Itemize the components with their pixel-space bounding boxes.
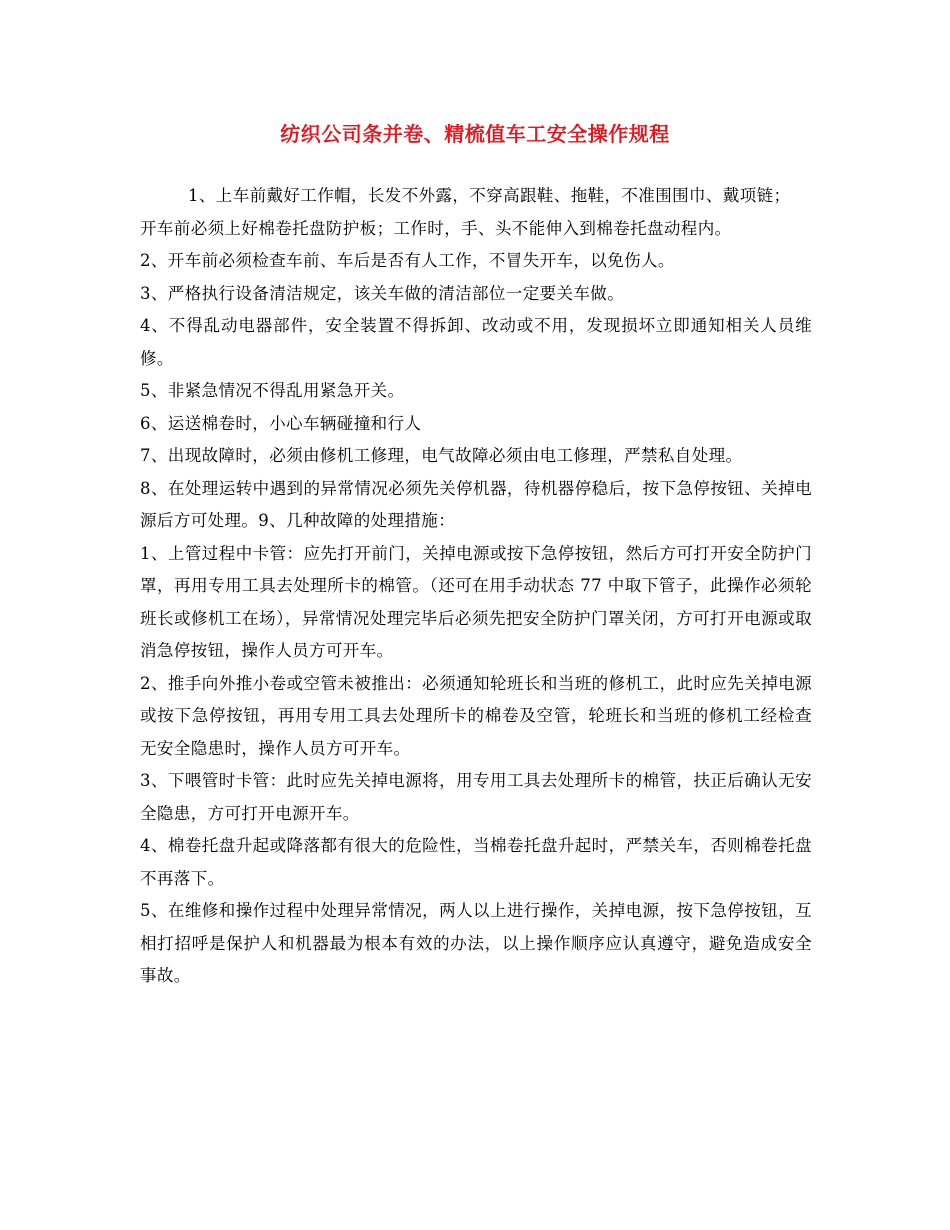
- paragraph-fault-1: 1、上管过程中卡管：应先打开前门，关掉电源或按下急停按钮，然后方可打开安全防护门罩，再用专用工具去处理所卡的棉管。（还可在用手动状态 77 中取下管子，此操作必须轮班长或修机工在场），异常情况处理完毕后必须先把安全防护门罩关闭，方可打开电源或取消急停按钮，操作人员方可开车。: [140, 543, 812, 660]
- paragraph-rule-1-cont: 开车前必须上好棉卷托盘防护板；工作时，手、头不能伸入到棉卷托盘动程内。: [140, 218, 732, 238]
- paragraph-rule-1: 1、上车前戴好工作帽，长发不外露，不穿高跟鞋、拖鞋，不准围围巾、戴项链；: [188, 186, 791, 205]
- paragraph-rule-6: 6、运送棉卷时，小心车辆碰撞和行人: [140, 413, 422, 433]
- paragraph-rule-7: 7、出现故障时，必须由修机工修理，电气故障必须由电工修理，严禁私自处理。: [140, 446, 743, 465]
- paragraph-fault-3: 3、下喂管时卡管：此时应先关掉电源将，用专用工具去处理所卡的棉管，扶正后确认无安全隐患，方可打开电源开车。: [140, 771, 812, 823]
- paragraph-rule-4: 4、不得乱动电器部件，安全装置不得拆卸、改动或不用，发现损坏立即通知相关人员维修。: [140, 316, 812, 368]
- paragraph-fault-5: 5、在维修和操作过程中处理异常情况，两人以上进行操作，关掉电源，按下急停按钮，互相打招呼是保护人和机器最为根本有效的办法，以上操作顺序应认真遵守，避免造成安全事故。: [140, 901, 812, 985]
- paragraph-fault-2: 2、推手向外推小卷或空管未被推出：必须通知轮班长和当班的修机工，此时应先关掉电源或按下急停按钮，再用专用工具去处理所卡的棉卷及空管，轮班长和当班的修机工经检查无安全隐患时，操作人员方可开车。: [140, 673, 812, 758]
- paragraph-rule-8-9: 8、在处理运转中遇到的异常情况必须先关停机器，待机器停稳后，按下急停按钮、关掉电源后方可处理。9、几种故障的处理措施：: [140, 478, 812, 530]
- document-body: [140, 180, 812, 993]
- paragraph-rule-5: 5、非紧急情况不得乱用紧急开关。: [140, 381, 405, 400]
- paragraph-rule-3: 3、严格执行设备清洁规定，该关车做的清洁部位一定要关车做。: [140, 283, 625, 303]
- document-title: 纺织公司条并卷、精梳值车工安全操作规程: [280, 122, 670, 146]
- paragraph-fault-4: 4、棉卷托盘升起或降落都有很大的危险性，当棉卷托盘升起时，严禁关车，否则棉卷托盘不再落下。: [140, 836, 812, 888]
- paragraph-rule-2: 2、开车前必须检查车前、车后是否有人工作，不冒失开车，以免伤人。: [140, 251, 675, 270]
